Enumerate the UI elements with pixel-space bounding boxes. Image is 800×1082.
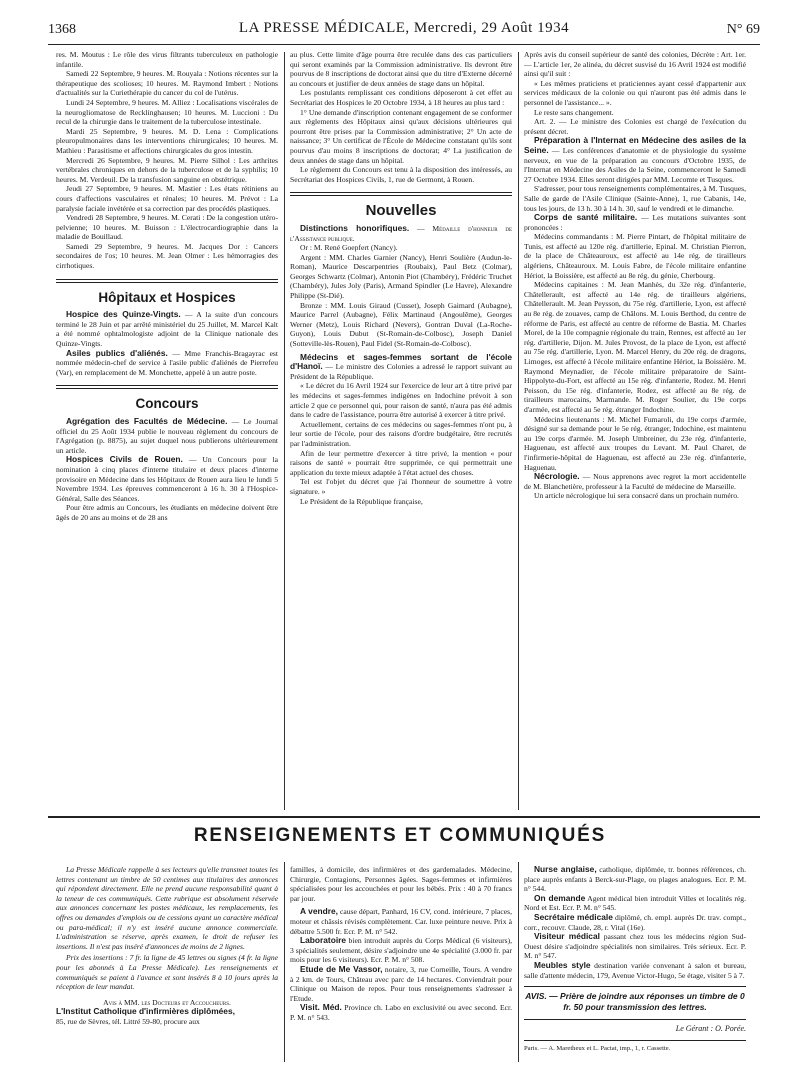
item-heading: Visit. Méd. [300,1002,342,1013]
item-text: diplômé, ch. empl. auprès Dr. trav. compt., corr., recouvr. Claude, 28, r. Vital (16e). [524,912,746,932]
item-text: catholique, diplômée, tr. bonnes références, ch. place auprès enfants à Berck-sur-Plage, ou plages analogues. Ecr. P. M. n° 544. [524,865,746,894]
column-3 [524,50,746,810]
item-text: cause départ, Panhard, 16 CV, cond. intérieure, 7 places, moteur et châssis révisés complètement. Car. luxe peinture neuve. Prix à débattre 5.500 fr. Ecr. P. M. n° 542. [290,907,512,936]
item-text: — Les conférences d'anatomie et de physiologie du système nerveux, en vue de la préparation au concours d'Octobre 1935, de l'Internat en Médecine des Asiles de la Seine, commenceront le Samedi 27 Octobre 1934. Elles seront dirigées par MM. Lecomte et Tusques. [524,145,746,184]
item-heading: Distinctions honorifiques. [300,222,410,233]
item-text: — Le Journal officiel du 25 Août 1934 publie le nouveau règlement du concours de l'Agrégation (p. 8875), au sujet duquel nous publierons ultérieurement un article. [56,417,278,455]
section-divider [56,385,278,389]
item-heading: Etude de Me Vassor, [300,963,383,974]
item-heading: On demande [534,892,586,903]
item-text: familles, à domicile, des infirmières et des gardemalades. Médecine, Chirurgie, Contagions, Personnes âgées. Sages-femmes et infirmières spécialisées pour les accouchées et pour les bébés. Prix : 40 à 70 francs par jour. [290,865,512,903]
item-heading: Secrétaire médicale [534,911,613,922]
gerant: Le Gérant : O. Porée. [524,1019,746,1034]
column-rule [518,862,519,1062]
mutation-text: Médecins commandants : M. Pierre Pintart, de l'hôpital militaire de Tunis, est affecté au 120e rég. d'artillerie, Epinal. M. Christian Pierron, de la place de Châteauroux, est affecté au 14e rég. de tirailleurs algériens, Châteauroux. M. Louis Fabre, de l'école militaire enfantine Hériot, la Boissière, est affecté au 8e rég. du génie, Cherbourg. [524,232,746,280]
item-heading: Hospices Civils de Rouen. [66,454,183,465]
item-text: — Les mutations suivantes sont prononcées : [524,213,746,232]
item-heading: Hospice des Quinze-Vingts. [66,309,181,320]
column-1 [56,50,278,810]
section-divider [56,279,278,283]
avis-text: AVIS. — Prière de joindre aux réponses un timbre de 0 fr. 50 pour transmission des lettres. [525,991,745,1013]
page-header [48,18,760,42]
rens-column-1 [56,865,278,1065]
program-line: res. M. Moutus : Le rôle des virus filtrants tuberculeux en pathologie infantile. [56,50,278,69]
rapport-text: Actuellement, certains de ces médecins ou sages-femmes n'ont pu, à leur sortie de l'école, pour des raisons d'ordre budgétaire, être recrutés par l'administration. [290,419,512,448]
column-rule [518,52,519,810]
item-heading: Nurse anglaise, [534,865,597,874]
item-text: — A la suite d'un concours terminé le 28 Juin et par arrêté ministériel du 25 Juillet, M. Marcel Kalt a été nommé ophtalmologiste adjoint de la Clinique nationale des Quinze-Vingts. [56,310,278,349]
distinction-bronze: Bronze : MM. Louis Giraud (Cusset), Joseph Gaimard (Aubagne), Maurice Parrel (Aubagne), Félix Martinaud (Angoulême), Georges Werner (Metz), Louis Richard (Nevers), Gontran Duval (La-Roche-Guyon), Louis Dubut (St-Romain-de-Colbosc), Joseph Daniel (Sotteville-lès-Rouen), Paul Fidel (St-Romain-de-Colbosc). [290,300,512,349]
item-heading: Asiles publics d'aliénés. [66,347,168,358]
item-heading: L'Institut Catholique d'infirmières diplômées, [56,1006,235,1017]
item-text: notaire, 3, rue Corneille, Tours. A vendre à 2 km. de Tours, Château avec parc de 14 hectares. Conviendrait pour Clinique ou Maison de repos. Pour tous renseignements s'adresser à l'Etude. [290,964,512,1003]
issue-number: N° 69 [726,22,760,37]
item-text: passant chez tous les médecins région Sud-Ouest désire s'adjoindre spécialités non similaires. Très sérieux. Ecr. P. M. n° 547. [524,932,746,961]
item-text: — Mme Franchis-Bragayrac est nommée médecin-chef de service à l'asile public d'aliénés de Pierrefeu (Var), en remplacement de M. Monchette, appelé à un autre poste. [56,348,278,377]
program-line: Mardi 25 Septembre, 9 heures. M. D. Lena : Complications pleuropulmonaires dans les interventions chirurgicales; 10 heures. M. Mathieu : Parasitisme et affections chirurgicales du gros intestin. [56,126,278,155]
item-text: — Nous apprenons avec regret la mort accidentelle de M. Blanchetière, professeur à la Faculté de médecine de Marseille. [524,472,746,491]
decret-text: Le reste sans changement. [534,107,614,117]
item-heading: Corps de santé militaire. [534,212,638,223]
rens-prix: Prix des insertions : 7 fr. la ligne de 45 lettres ou signes (4 fr. la ligne pour les abonnés à La Presse Médicale). Les renseignements et communiqués se paient à l'avance et sont insérés 8 à 10 jours après la réception de leur mandat. [56,953,278,992]
concours-cont: Le règlement du Concours est tenu à la disposition des intéressés, au Secrétariat des Hospices Civils, 1, rue de Germont, à Rouen. [290,165,512,184]
concours-cont: 1° Une demande d'inscription contenant engagement de se conformer aux règlements des Hôpitaux ainsi qu'aux décisions ultérieures qui pourront être prises par la Commission administrative; 2° Un acte de naissance; 3° Un certificat de l'École de Médecine constatant qu'ils sont pourvus d'au moins 8 inscriptions de doctorat; 4° La justification de deux années de stage dans un hôpital. [290,107,512,165]
page-number: 1368 [48,22,76,37]
rapport-text: « Le décret du 16 Avril 1924 sur l'exercice de leur art à titre privé par les médecins et sages-femmes indigènes en Indochine prévoit à son article 2 que ce personnel qui, pour raison de santé, n'aura pas été admis dans le cadre de l'assistance, pourra être autorisé à exercer à titre privé. [290,381,512,420]
item-text: Un article nécrologique lui sera consacré dans un prochain numéro. [534,491,739,501]
concours-cont: au plus. Cette limite d'âge pourra être reculée dans des cas particuliers qui seront examinés par la Commission administrative. Ils devront être pourvus de 8 inscriptions de doctorat ainsi que du titre d'Externe décerné au concours et justifier de deux années de stage dans un hôpital. [290,50,512,88]
program-line: Jeudi 27 Septembre, 9 heures. M. Mastier : Les états rétiniens au cours d'affections vasculaires et rénales; 10 heures. M. Prévot : La paralysie faciale invétérée et sa correction par des procédés plastiques. [56,184,278,213]
item-text: Province ch. Labo en exclusivité ou avec second. Ecr. P. M. n° 543. [290,1003,512,1022]
item-text: Pour être admis au Concours, les étudiants en médecine doivent être âgés de 20 ans au moins et de 28 ans [56,503,278,522]
section-rule [48,816,760,818]
item-text: Agent médical bien introduit Villes et localités rég. Nord et Est. Ecr. P. M. n° 545. [524,893,746,913]
item-text: — Un Concours pour la nomination à cinq places d'interne titulaire et deux places d'interne provisoire en Médecine dans les Hôpitaux de Rouen aura lieu le lundi 5 Novembre 1934. Les épreuves commenceront à 16 h. 30 à l'Hospice-Général, Salle des Séances. [56,455,278,503]
rens-intro: La Presse Médicale rappelle à ses lecteurs qu'elle transmet toutes les lettres contenant un timbre de 50 centimes aux titulaires des annonces qui répondent directement. Elle ne prend aucune responsabilité quant à la teneur de ces communiqués. Cette rubrique est absolument réservée aux annonces concernant les postes médicaux, les remplacements, les offres ou demandes d'emplois ou de cessions ayant un caractère médical ou para-médical; il n'y est inséré aucune annonce commerciale. L'administration se réserve, après examen, le droit de refuser les insertions. Il n'est pas inséré d'annonces de moins de 2 lignes. [56,865,278,951]
program-line: Samedi 22 Septembre, 9 heures. M. Rouyala : Notions récentes sur la thérapeutique des scolioses; 10 heures. M. Raymond Imbert : Notions d'actualités sur la Curiethérapie du cancer du col de l'utérus. [56,69,278,98]
item-heading: Agrégation des Facultés de Médecine. [66,416,228,426]
item-text: 85, rue de Sèvres, tél. Littré 59-80, procure aux [56,1016,200,1026]
program-line: Samedi 29 Septembre, 9 heures. M. Jacques Dor : Cancers secondaires de l'os; 10 heures. M. Jean Olmer : Les hémorragies des cirrhotiques. [56,241,278,271]
mutation-text: Médecins lieutenants : M. Michel Fumaroli, du 19e corps d'armée, désigné sur sa demande pour le 5e rég. étranger, Indochine, est maintenu au 19e corps d'armée. M. Joseph Umbreiner, du 23e rég. d'infanterie, Haguenau, est affecté aux troupes du Levant. M. Paul Charet, de l'infirmerie-hôpital de Haguenau, est affecté au 23e rég. d'infanterie, Haguenau. [524,414,746,472]
column-rule [284,52,285,810]
item-heading: Meubles style [534,959,591,970]
avis-box [524,986,746,1013]
section-divider [290,192,512,196]
rapport-text: Tel est l'objet du décret que j'ai l'honneur de soumettre à votre signature. » [290,477,512,496]
decret-text: « Les mêmes praticiens et praticiennes ayant cessé d'appartenir aux services médicaux de la colonie ou qui n'auront pas été admis dans le personnel de l'assistance... ». [524,78,746,107]
distinction-or: Or : M. René Goepfert (Nancy). [300,243,398,253]
avis-line: Avis à MM. les Docteurs et Accoucheurs. [103,997,231,1007]
column-2 [290,50,512,810]
column-rule [284,862,285,1062]
rens-column-2 [290,865,512,1065]
rapport-text: Afin de leur permettre d'exercer à titre privé, la mention « pour raisons de santé » pourrait être supprimée, ce qui permettrait une application du texte mieux adaptée à l'état actuel des choses. [290,448,512,477]
item-text: S'adresser, pour tous renseignements complémentaires, à M. Tusques, Salle de garde de l'Asile Clinique (Sainte-Anne), 1, rue Cabanis, 14e, tous les jours, de 13 h. 30 à 14 h. 30, sauf le vendredi et le dimanche. [524,184,746,213]
item-heading: Médecins et sages-femmes sortant de l'école d'Hanoï. [290,351,512,372]
decret-text: Art. 2. — Le ministre des Colonies est chargé de l'exécution du présent décret. [524,117,746,136]
program-line: Mercredi 26 Septembre, 9 heures. M. Pierre Silhol : Les arthrites vertébrales chroniques en dehors de la tuberculose et de la syphilis; 10 heures. M. Verdeuil. De la transfusion sanguine en obstétrique. [56,155,278,184]
item-heading: Préparation à l'Internat en Médecine des asiles de la Seine. [524,135,746,155]
item-heading: A vendre, [300,906,338,917]
item-text: — Le ministre des Colonies a adressé le rapport suivant au Président de la République. [290,362,512,381]
rapport-text: Le Président de la République française, [300,496,423,506]
section-title-concours: Concours [135,396,199,412]
item-heading: Nécrologie. [534,471,580,482]
item-heading: Laboratoire [300,935,347,946]
item-text: destination variée convenant à salon et bureau, salle d'attente médecin, 179, Avenue Victor-Hugo, 5e étage, visiter 5 à 7. [524,960,746,980]
item-text: — Médaille d'honneur de l'Assistance publique. [290,223,512,243]
mutation-text: Médecins capitaines : M. Jean Manhès, du 32e rég. d'infanterie, Châtellerault, est affecté au 14e rég. de tirailleurs algériens, Châtellerault. M. Jean Peysson, du 75e rég. d'artillerie, Lyon, est affecté au 8e rég. de zouaves, camp de Châlons. M. Louis Berthod, du centre de réforme de Paris, est affecté au centre de réforme de Bastia. M. Charles Morel, de la 10e compagnie régionale du train, Rennes, est affecté au 1er rég. d'artillerie, Dijon. M. Jules Provost, de la place de Lyon, est affecté au 75e rég. d'artillerie, Lyon. M. Marcel Henry, du 20e rég. de dragons, Limoges, est affecté à l'école militaire enfantine Hériot, la Boissière. M. Raymond Meynadier, de l'école militaire préparatoire de Saint-Hippolyte-du-Fort, est affecté au 15e rég. d'infanterie, Rodez. M. Henri Peisson, du 15e rég. d'infanterie, Rodez, est affecté au 8e rég. de tirailleurs marocains, Marmande. M. Roger Soulier, du 19e corps d'armée, est affecté au 5e rég. étranger Indochine. [524,280,746,414]
imprimeur: Paris. — A. Maretheux et L. Pactat, imp., 1, r. Cassette. [524,1040,746,1054]
decret-text: Après avis du conseil supérieur de santé des colonies, Décrète : Art. 1er. — L'article 1er, 2e alinéa, du décret susvisé du 16 Avril 1924 est modifié ainsi qu'il suit : [524,50,746,79]
program-line: Lundi 24 Septembre, 9 heures. M. Alliez : Localisations viscérales de la neurogliomatose de Recklinghausen; 10 heures. M. Luccioni : Du recul de la chirurgie dans le traitement de la tuberculose intestinale. [56,97,278,127]
program-line: Vendredi 28 Septembre, 9 heures. M. Cerati : De la congestion utéro-pelvienne; 10 heures. M. Buisson : L'électrocardiographie dans la maladie de Bouillaud. [56,213,278,242]
renseignements-title: RENSEIGNEMENTS ET COMMUNIQUÉS [193,825,607,846]
item-heading: Visiteur médical [534,931,600,942]
concours-cont: Les postulants remplissant ces conditions déposeront à cet effet au Secrétariat des Hospices le 20 Octobre 1934, à 18 heures au plus tard : [290,88,512,107]
section-title-nouvelles: Nouvelles [365,202,437,220]
section-title-hopitaux: Hôpitaux et Hospices [98,289,236,305]
rens-column-3 [524,865,746,1065]
distinction-argent: Argent : MM. Charles Garnier (Nancy), Henri Soulière (Audun-le-Roman), Maurice Descarpentries (Roubaix), Paul Betz (Colmar), Georges Schwartz (Colmar), Antonin Piot (Chambéry), Frédéric Truchet (Chambéry), Jules Joly (Paris), Armand Spindler (Le Havre), Alexandre Philippe (St-Dié). [290,252,512,301]
header-rule [48,44,760,45]
journal-title: LA PRESSE MÉDICALE, Mercredi, 29 Août 1934 [238,20,570,36]
item-text: bien introduit auprès du Corps Médical (6 visiteurs), 3 spécialités seulement, désire s'adjoindre une 4e spécialité (3.000 fr. par mois pour les 6 visiteurs). Ecr. P. M. n° 508. [290,936,512,965]
